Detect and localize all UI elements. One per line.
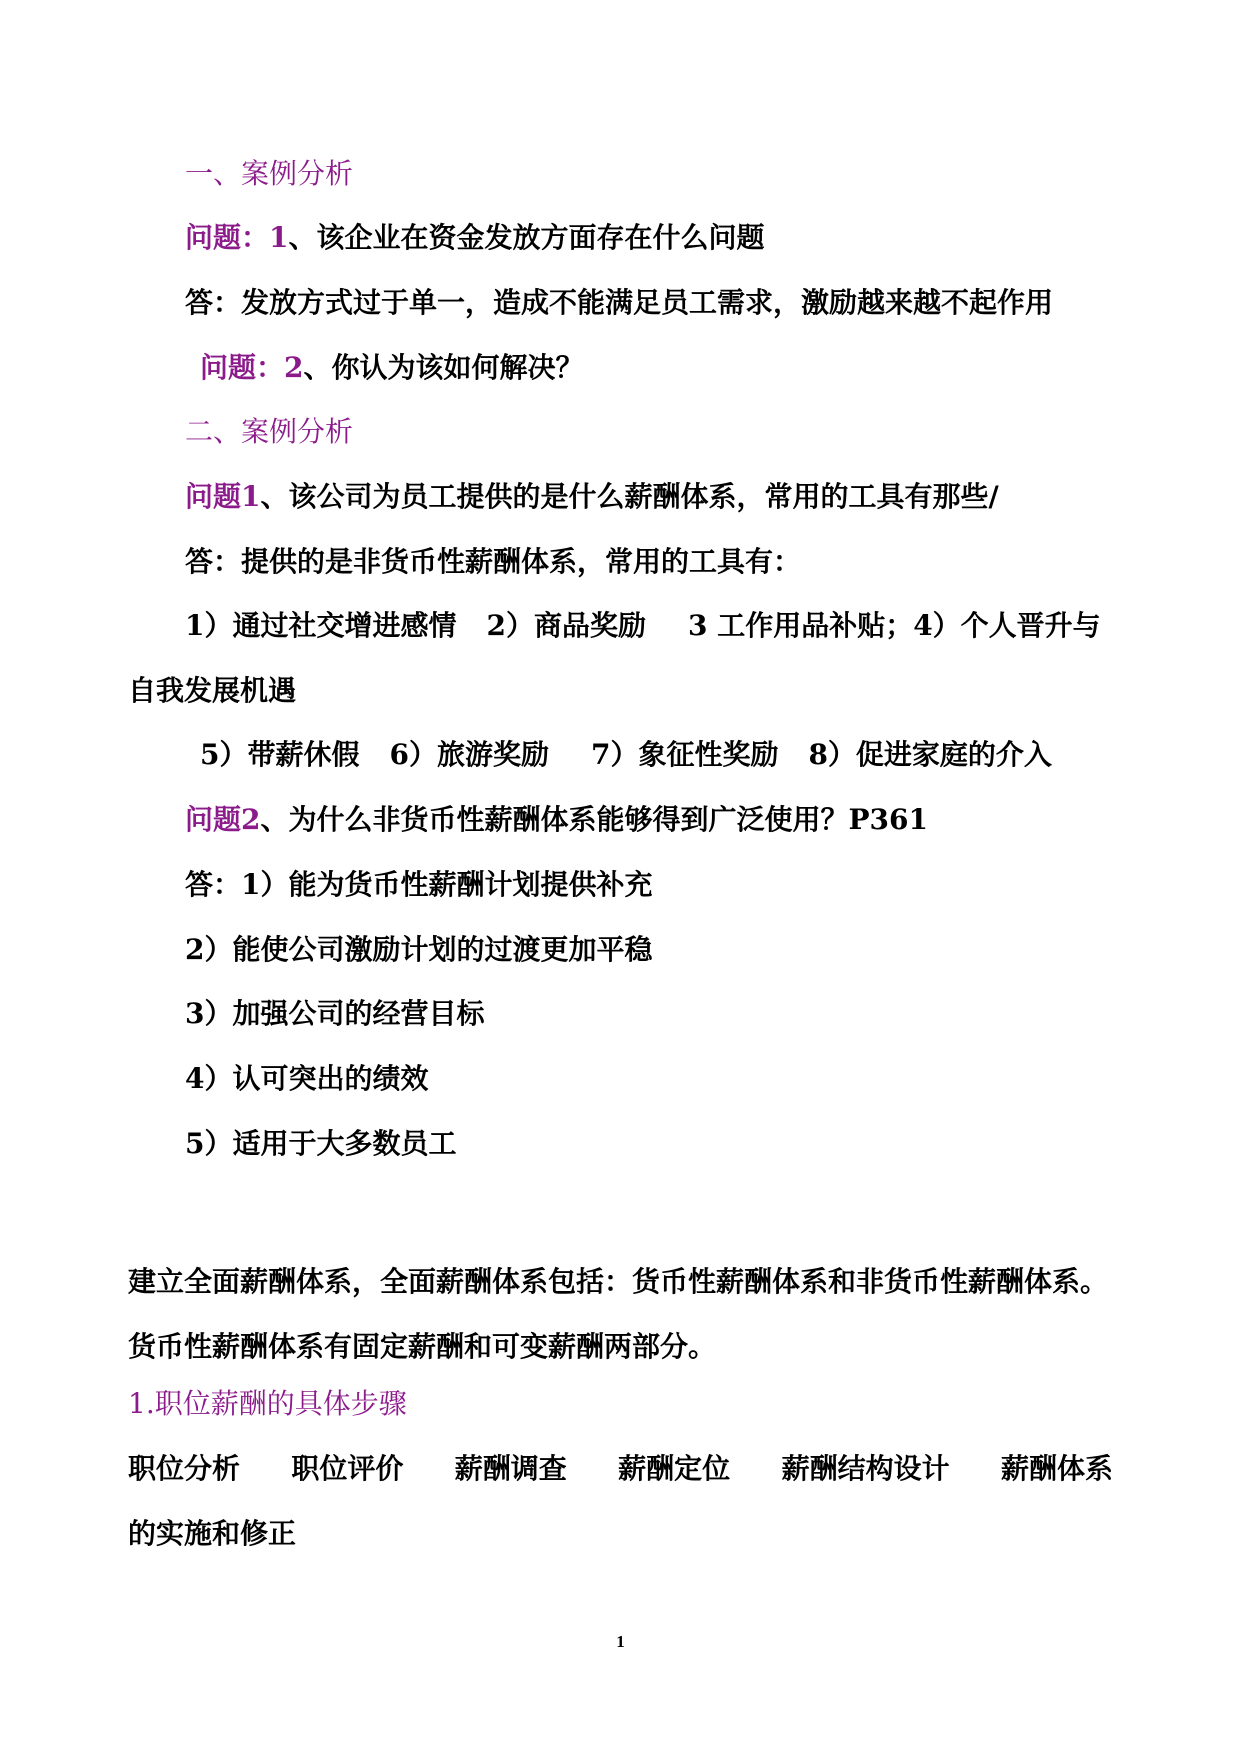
tool-item: 8）促进家庭的介入 (808, 738, 1052, 771)
step-item: 职位分析 (128, 1452, 241, 1485)
answer2-item-1: 答：1）能为货币性薪酬计划提供补充 (185, 868, 653, 901)
steps-list (128, 1449, 1113, 1489)
step-item: 薪酬调查 (454, 1452, 567, 1485)
question-label: 问题 (185, 480, 242, 513)
summary-line-1: 建立全面薪酬体系，全面薪酬体系包括：货币性薪酬体系和非货币性薪酬体系。 (128, 1265, 1109, 1298)
steps-continuation: 的实施和修正 (128, 1517, 297, 1550)
tools-line-2 (200, 735, 1052, 775)
section1-question2 (200, 348, 584, 388)
section1-question1 (185, 218, 765, 258)
question-text: 、该公司为员工提供的是什么薪酬体系，常用的工具有那些/ (260, 480, 999, 513)
section1-heading: 一、案例分析 (185, 157, 354, 190)
question-label: 问题 (185, 803, 242, 836)
question-text: 、该企业在资金发放方面存在什么问题 (288, 221, 765, 254)
question-label: 问题： (185, 221, 270, 254)
question-number: 2 (284, 351, 304, 384)
answer2-item-2: 2）能使公司激励计划的过渡更加平稳 (185, 933, 653, 966)
answer2-item-3: 3）加强公司的经营目标 (185, 997, 485, 1030)
tool-item: 2）商品奖励 (486, 609, 646, 642)
answer2-item-4: 4）认可突出的绩效 (185, 1062, 429, 1095)
question-number: 1 (241, 480, 261, 513)
step-item: 薪酬体系 (1000, 1452, 1113, 1485)
question-number: 1 (269, 221, 289, 254)
section2-question2 (185, 800, 928, 840)
question-number: 2 (241, 803, 261, 836)
step-item: 薪酬定位 (618, 1452, 731, 1485)
section2-question1 (185, 477, 999, 517)
tool-item: 7）象征性奖励 (590, 738, 779, 771)
tools-line-1 (185, 606, 1101, 646)
step-item: 薪酬结构设计 (781, 1452, 950, 1485)
section2-answer1-intro: 答：提供的是非货币性薪酬体系，常用的工具有： (185, 545, 802, 578)
tool-item: 3 工作用品补贴；4）个人晋升与 (687, 609, 1101, 642)
tools-line-1-continuation: 自我发展机遇 (128, 674, 297, 707)
section1-answer1: 答：发放方式过于单一，造成不能满足员工需求，激励越来越不起作用 (185, 286, 1054, 319)
steps-heading: 1.职位薪酬的具体步骤 (128, 1387, 407, 1420)
section2-heading: 二、案例分析 (185, 415, 354, 448)
tool-item: 5）带薪休假 (200, 738, 360, 771)
answer2-item-5: 5）适用于大多数员工 (185, 1127, 457, 1160)
tool-item: 1）通过社交增进感情 (185, 609, 457, 642)
tool-item: 6）旅游奖励 (389, 738, 549, 771)
summary-line-2: 货币性薪酬体系有固定薪酬和可变薪酬两部分。 (128, 1330, 717, 1363)
question-label: 问题： (200, 351, 285, 384)
question-text: 、你认为该如何解决？ (303, 351, 584, 384)
step-item: 职位评价 (291, 1452, 404, 1485)
page-number: 1 (616, 1632, 625, 1651)
question-text: 、为什么非货币性薪酬体系能够得到广泛使用？P361 (260, 803, 929, 836)
